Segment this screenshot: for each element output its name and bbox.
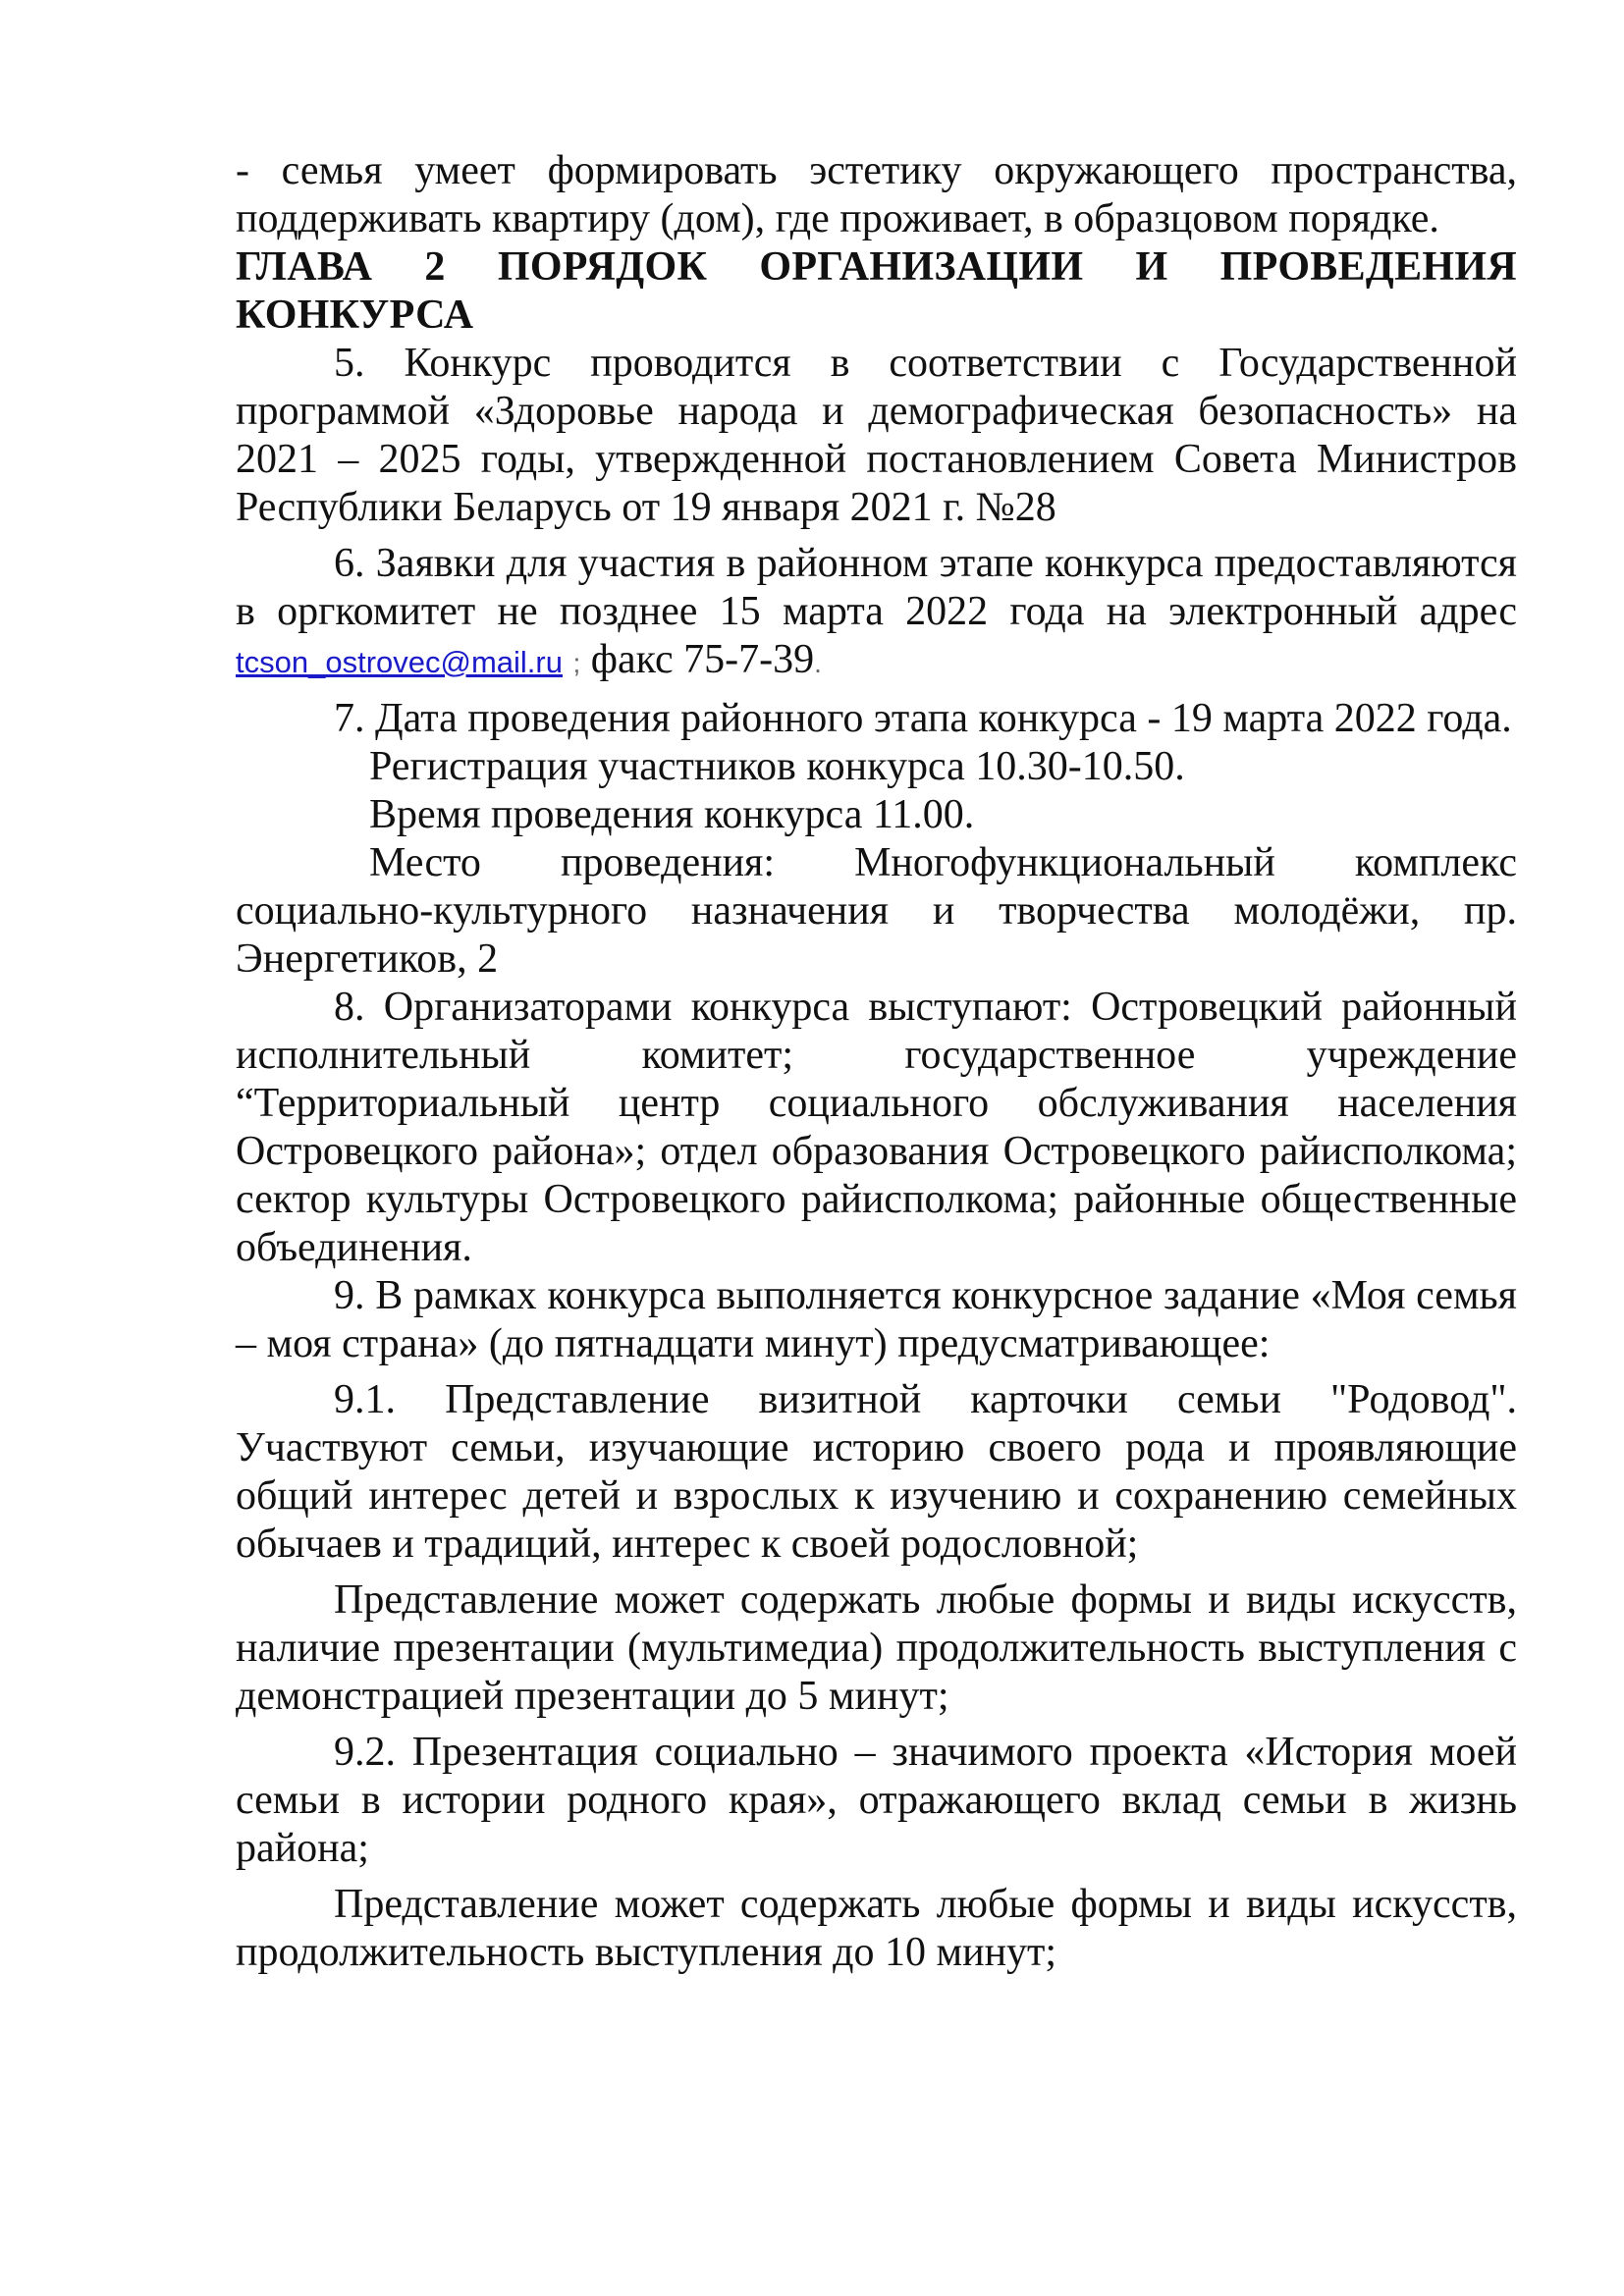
paragraph-6	[236, 540, 1517, 687]
paragraph-5: 5. Конкурс проводится в соответствии с Государственной программой «Здоровье народа и демографическая безопасность» на 2021 – 2025 годы, утвержденной постановлением Совета Министров Республики Беларусь от 19 января 2021 г. №28	[236, 341, 1517, 530]
document-page	[236, 147, 1517, 1977]
separator: ;	[572, 648, 581, 678]
paragraph-8: 8. Организаторами конкурса выступают: Островецкий районный исполнительный комитет; государственное учреждение “Территориальный центр социального обслуживания населения Островецкого района»; отдел образования Островецкого райисполкома; сектор культуры Островецкого райисполкома; районные общественные объединения.	[236, 985, 1517, 1270]
paragraph-6-text: 6. Заявки для участия в районном этапе конкурса предоставляются в оргкомитет не позднее 15 марта 2022 года на электронный адрес	[236, 541, 1517, 634]
paragraph-9-2: 9.2. Презентация социально – значимого проекта «История моей семьи в истории родного края», отражающего вклад семьи в жизнь района;	[236, 1730, 1517, 1871]
paragraph-6-end: .	[814, 648, 822, 678]
paragraph-9-1: 9.1. Представление визитной карточки семьи "Родовод". Участвуют семьи, изучающие историю своего рода и проявляющие общий интерес детей и взрослых к изучению и сохранению семейных обычаев и традиций, интерес к своей родословной;	[236, 1377, 1517, 1567]
intro-paragraph: - семья умеет формировать эстетику окружающего пространства, поддерживать квартиру (дом), где проживает, в образцовом порядке.	[236, 148, 1517, 241]
fax-number: факс 75-7-39	[590, 637, 815, 682]
paragraph-7: 7. Дата проведения районного этапа конкурса - 19 марта 2022 года.	[334, 696, 1512, 741]
paragraph-9-1-presentation: Представление может содержать любые формы и виды искусств, наличие презентации (мультимедиа) продолжительность выступления с демонстрацией презентации до 5 минут;	[236, 1577, 1517, 1719]
chapter-heading: ГЛАВА 2 ПОРЯДОК ОРГАНИЗАЦИИ И ПРОВЕДЕНИЯ КОНКУРСА	[236, 244, 1517, 338]
paragraph-9-2-presentation: Представление может содержать любые формы и виды искусств, продолжительность выступления до 10 минут;	[236, 1882, 1517, 1975]
time-line: Время проведения конкурса 11.00.	[369, 792, 975, 837]
paragraph-9: 9. В рамках конкурса выполняется конкурсное задание «Моя семья – моя страна» (до пятнадцати минут) предусматривающее:	[236, 1273, 1517, 1366]
registration-line: Регистрация участников конкурса 10.30-10.50.	[369, 744, 1185, 789]
email-link[interactable]: tcson_ostrovec@mail.ru	[236, 645, 563, 679]
place-line: Место проведения: Многофункциональный комплекс социально-культурного назначения и творчества молодёжи, пр. Энергетиков, 2	[236, 840, 1517, 982]
